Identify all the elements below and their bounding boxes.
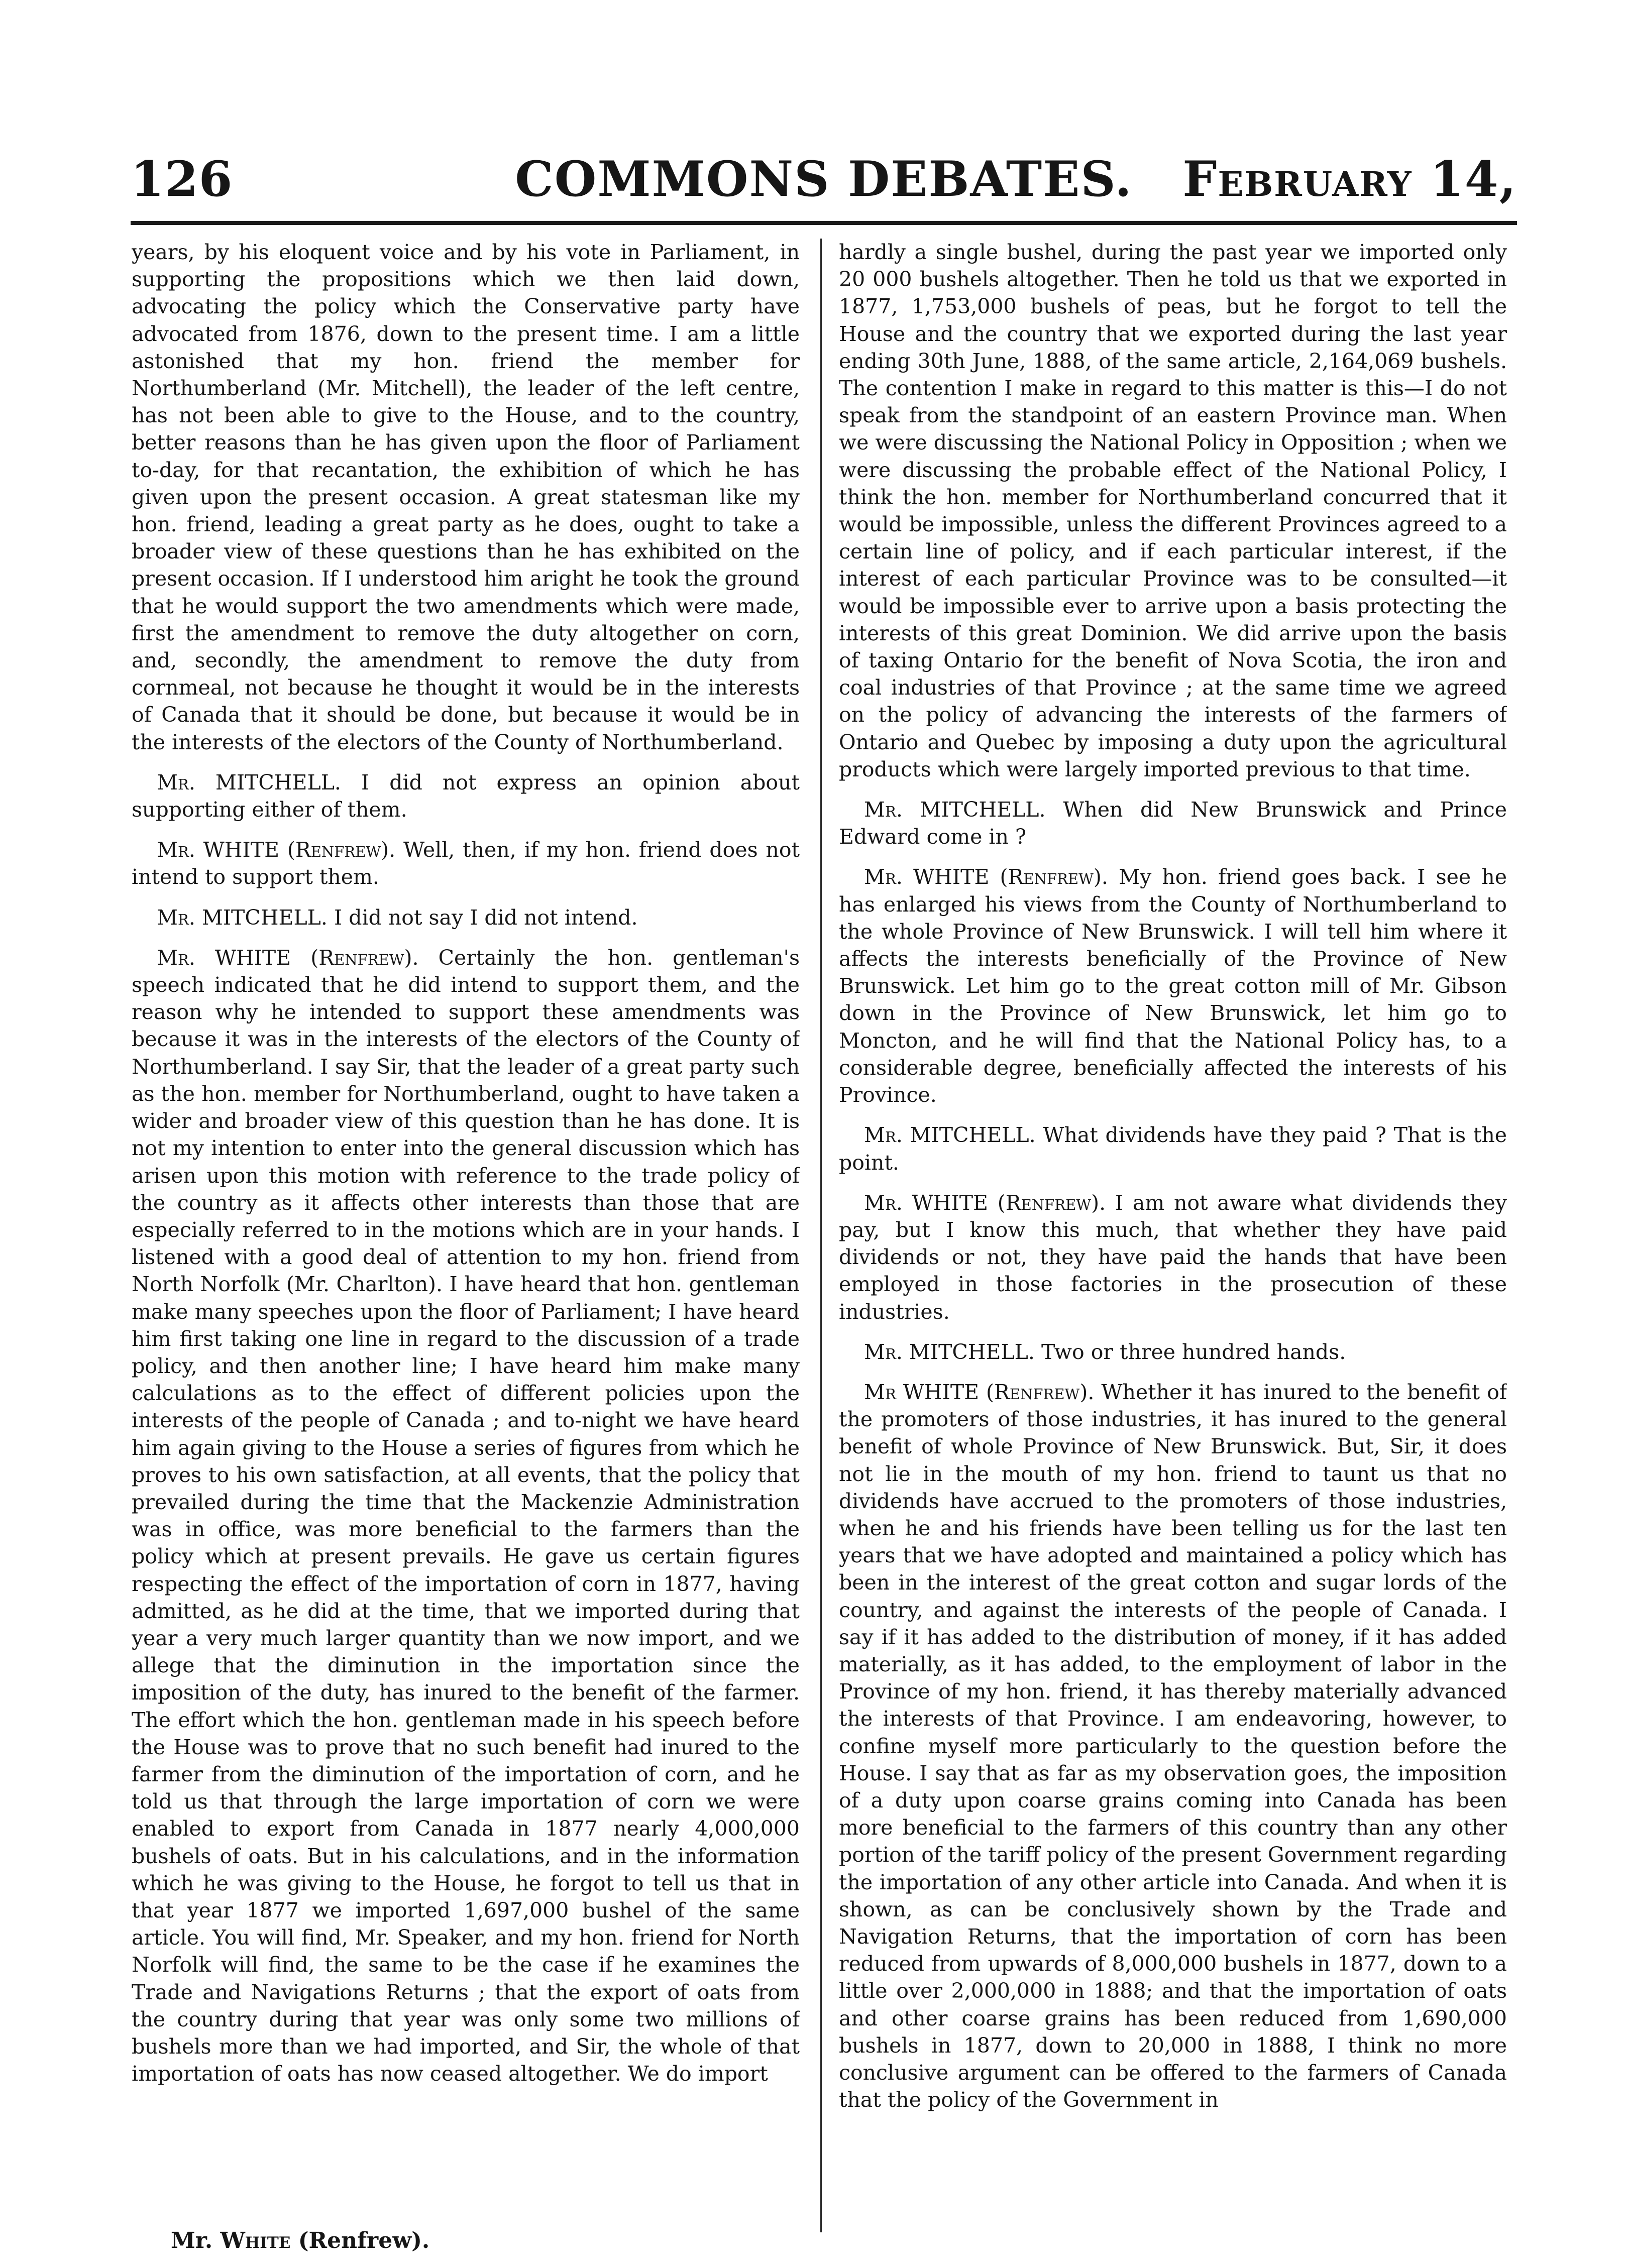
paragraph	[839, 1189, 1507, 1325]
header-date: February 14,	[1182, 151, 1517, 207]
header-rule	[131, 221, 1517, 225]
paragraph-text: When did New Brunswick and Prince Edward come in ?	[839, 798, 1507, 849]
paragraph-text: My hon. friend goes back. I see he has enlarged his views from the County of Northumberland to the whole Province of New Brunswick. I will tell him where it affects the interests beneficially of the Province of New Brunswick. Let him go to the great cotton mill of Mr. Gibson down in the Province of New Brunswick, let him go to Moncton, and he will find that the National Policy has, to a considerable degree, beneficially affected the interests of his Province.	[839, 865, 1507, 1107]
paragraph-text: I did not express an opinion about supporting either of them.	[132, 770, 800, 822]
speaker-name: Mr. MITCHELL.	[864, 1123, 1036, 1148]
paragraph-text: Whether it has inured to the benefit of the promoters of those industries, it has inured to the general benefit of whole Province of New Brunswick. But, Sir, it does not lie in the mouth of my hon. friend to taunt us that no dividends have accrued to the promoters of those industries, when he and his friends have been telling us for the last ten years that we have adopted and maintained a policy which has been in the interest of the great cotton and sugar lords of the country, and against the interests of the people of Canada. I say if it has added to the distribution of money, if it has added materially, as it has added, to the employment of labor in the Province of my hon. friend, it has thereby materially advanced the interests of that Province. I am endeavoring, however, to confine myself more particularly to the question before the House. I say that as far as my observation goes, the imposition of a duty upon coarse grains coming into Canada has been more beneficial to the farmers of this country than any other portion of the tariff policy of the present Government regarding the importation of any other article into Canada. And when it is shown, as can be conclusively shown by the Trade and Navigation Returns, that the importation of corn has been reduced from upwards of 8,000,000 bushels in 1877, down to a little over 2,000,000 in 1888; and that the importation of oats and other coarse grains has been reduced from 1,690,000 bushels in 1877, down to 20,000 in 1888, I think no more conclusive argument can be offered to the farmers of Canada that the policy of the Government in	[839, 1380, 1507, 2112]
page-header	[131, 151, 1517, 206]
paragraph	[839, 1121, 1507, 1176]
paragraph	[132, 904, 800, 931]
paragraph-text: I am not aware what dividends they pay, but I know this much, that whether they have paid dividends or not, they have paid the hands that have been employed in those factories in the prosecution of these industries.	[839, 1190, 1507, 1324]
page-number: 126	[131, 151, 233, 207]
paragraph	[839, 239, 1507, 783]
footer-name: White	[220, 2228, 291, 2253]
paragraph	[839, 863, 1507, 1108]
left-column	[132, 239, 800, 2227]
paragraph	[132, 836, 800, 890]
speaker-name: Mr. WHITE (Renfrew).	[157, 838, 396, 862]
footer-prefix: Mr.	[171, 2228, 213, 2253]
speaker-name: Mr. WHITE (Renfrew).	[157, 945, 419, 970]
footer-suffix: (Renfrew).	[298, 2228, 430, 2253]
paragraph-text: What dividends have they paid ? That is the point.	[839, 1123, 1507, 1175]
speaker-name: Mr. MITCHELL.	[864, 798, 1046, 822]
paragraph	[839, 796, 1507, 850]
speaker-name: Mr. WHITE (Renfrew).	[864, 1190, 1106, 1215]
paragraph-text: Two or three hundred hands.	[1041, 1339, 1346, 1364]
journal-title: COMMONS DEBATES.	[515, 151, 1133, 207]
speaker-name: Mr. MITCHELL.	[157, 905, 328, 930]
paragraph-text: Well, then, if my hon. friend does not intend to support them.	[132, 838, 800, 889]
speaker-name: Mr. WHITE (Renfrew).	[864, 865, 1108, 889]
column-divider	[820, 239, 822, 2232]
right-column	[839, 239, 1507, 2227]
paragraph	[839, 1338, 1507, 1366]
paragraph-text: I did not say I did not intend.	[334, 905, 638, 930]
paragraph	[132, 944, 800, 2088]
paragraph-text: Certainly the hon. gentleman's speech indicated that he did intend to support them, and the reason why he intended to support these amendments was because it was in the interests of the electors of the County of Northumberland. I say Sir, that the leader of a great party such as the hon. member for Northumberland, ought to have taken a wider and broader view of this question than he has done. It is not my intention to enter into the general discussion which has arisen upon this motion with reference to the trade policy of the country as it affects other interests than those that are especially referred to in the motions which are in your hands. I listened with a good deal of attention to my hon. friend from North Norfolk (Mr. Charlton). I have heard that hon. gentleman make many speeches upon the floor of Parliament; I have heard him first taking one line in regard to the discussion of a trade policy, and then another line; I have heard him make many calculations as to the effect of different policies upon the interests of the people of Canada ; and to-night we have heard him again giving to the House a series of figures from which he proves to his own satisfaction, at all events, that the policy that prevailed during the time that the Mackenzie Administration was in office, was more beneficial to the farmers than the policy which at present prevails. He gave us certain figures respecting the effect of the importation of corn in 1877, having admitted, as he did at the time, that we imported during that year a very much larger quantity than we now import, and we allege that the diminution in the importation since the imposition of the duty, has inured to the benefit of the farmer. The effort which the hon. gentleman made in his speech before the House was to prove that no such benefit had inured to the farmer from the diminution of the importation of corn, and he told us that through the large importation of corn we were enabled to export from Canada in 1877 nearly 4,000,000 bushels of oats. But in his calculations, and in the information which he was giving to the House, he forgot to tell us that in that year 1877 we imported 1,697,000 bushel of the same article. You will find, Mr. Speaker, and my hon. friend for North Norfolk will find, the same to be the case if he examines the Trade and Navigations Returns ; that the export of oats from the country during that year was only some two millions of bushels more than we had imported, and Sir, the whole of that importation of oats has now ceased altogether. We do import	[132, 945, 800, 2086]
paragraph-text: years, by his eloquent voice and by his vote in Parliament, in supporting the propositions which we then laid down, advocating the policy which the Conservative party have advocated from 1876, down to the present time. I am a little astonished that my hon. friend the member for Northumberland (Mr. Mitchell), the leader of the left centre, has not been able to give to the House, and to the country, better reasons than he has given upon the floor of Parliament to-day, for that recantation, the exhibition of which he has given upon the present occasion. A great statesman like my hon. friend, leading a great party as he does, ought to take a broader view of these questions than he has exhibited on the present occasion. If I understood him aright he took the ground that he would support the two amendments which were made, first the amendment to remove the duty altogether on corn, and, secondly, the amendment to remove the duty from cornmeal, not because he thought it would be in the interests of Canada that it should be done, but because it would be in the interests of the electors of the County of Northumberland.	[132, 240, 800, 754]
speaker-name: Mr WHITE (Renfrew).	[864, 1380, 1095, 1404]
paragraph	[839, 1379, 1507, 2113]
speaker-name: Mr. MITCHELL.	[864, 1339, 1035, 1364]
page-footer-speaker	[171, 2228, 429, 2253]
paragraph	[132, 769, 800, 823]
speaker-name: Mr. MITCHELL.	[157, 770, 341, 795]
paragraph	[132, 239, 800, 756]
paragraph-text: hardly a single bushel, during the past year we imported only 20 000 bushels altogether. Then he told us that we exported in 1877, 1,753,000 bushels of peas, but he forgot to tell the House and the country that we exported during the last year ending 30th June, 1888, of the same article, 2,164,069 bushels. The contention I make in regard to this matter is this—I do not speak from the standpoint of an eastern Province man. When we were discussing the National Policy in Opposition ; when we were discussing the probable effect of the National Policy, I think the hon. member for Northumberland concurred that it would be impossible, unless the different Provinces agreed to a certain line of policy, and if each particular interest, if the interest of each particular Province was to be consulted—it would be impossible ever to arrive upon a basis protecting the interests of this great Dominion. We did arrive upon the basis of taxing Ontario for the benefit of Nova Scotia, the iron and coal industries of that Province ; at the same time we agreed on the policy of advancing the interests of the farmers of Ontario and Quebec by imposing a duty upon the agricultural products which were largely imported previous to that time.	[839, 240, 1507, 781]
